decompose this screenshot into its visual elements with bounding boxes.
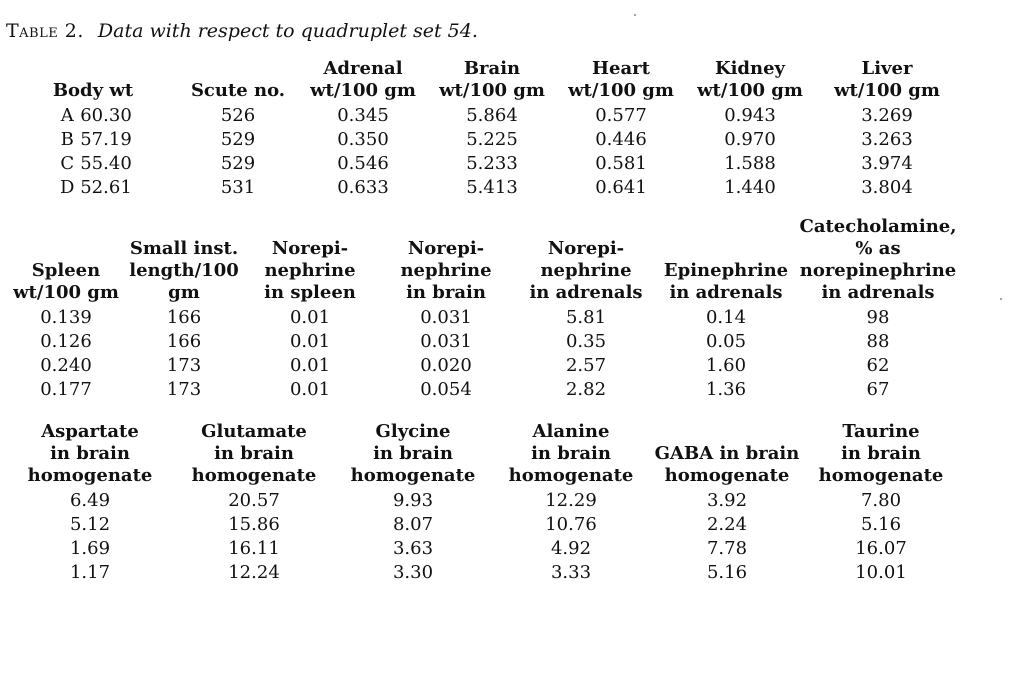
scan-speck (634, 14, 636, 16)
column-header (814, 58, 960, 104)
table-row (8, 489, 960, 513)
table-cell: 3.33 (550, 562, 592, 583)
body-weight-value: 60.30 (80, 105, 132, 126)
column-header-line: Body wt (52, 80, 134, 101)
table-cell: 62 (866, 355, 890, 376)
column-header-line: in brain (406, 282, 486, 303)
body-weight-cell (8, 176, 178, 200)
table-cell: 5.864 (466, 105, 518, 126)
table-cell: 0.35 (565, 331, 607, 352)
table-cell: 3.804 (861, 177, 913, 198)
table-cell: 1.60 (705, 355, 747, 376)
table-cell: 166 (166, 307, 202, 328)
table-cell: 0.943 (724, 105, 776, 126)
table-cell: 0.240 (40, 355, 92, 376)
column-header-line: in brain (531, 443, 611, 464)
table-cell: 0.350 (337, 129, 389, 150)
table-caption (6, 20, 478, 42)
table-cell: 0.031 (420, 331, 472, 352)
column-header (124, 216, 244, 306)
table-cell: 0.126 (40, 331, 92, 352)
animal-label: A (60, 105, 74, 126)
table-cell: 16.11 (228, 538, 280, 559)
body-weight-cell (8, 128, 178, 152)
table-cell: 3.92 (706, 490, 748, 511)
table-cell: 2.24 (706, 514, 748, 535)
column-header-line: Glycine (375, 421, 451, 442)
table-cell: 5.16 (860, 514, 902, 535)
table-cell: 1.36 (705, 379, 747, 400)
table-row (8, 152, 960, 176)
table-cell: 2.82 (565, 379, 607, 400)
column-header-line: in spleen (264, 282, 356, 303)
table-cell: 0.970 (724, 129, 776, 150)
table-cell: 173 (166, 379, 202, 400)
column-header-line: length/100 (129, 260, 239, 281)
table-cell: 5.225 (466, 129, 518, 150)
table-row (8, 104, 960, 128)
table-cell: 3.63 (392, 538, 434, 559)
column-header (336, 421, 490, 489)
column-header (8, 216, 124, 306)
table-cell: 0.01 (289, 379, 331, 400)
column-header (8, 58, 178, 104)
table-cell: 4.92 (550, 538, 592, 559)
table-row (8, 378, 960, 402)
column-header-line: Small inst. (129, 238, 239, 259)
column-header-line: in brain (373, 443, 453, 464)
column-header (244, 216, 376, 306)
column-header (652, 421, 802, 489)
column-header-line: wt/100 gm (697, 80, 803, 101)
column-header-line: Adrenal (323, 58, 403, 79)
column-header-line: Norepi- (271, 238, 349, 259)
column-header-line: Norepi- (547, 238, 625, 259)
table-cell: 98 (866, 307, 890, 328)
table-cell: 0.345 (337, 105, 389, 126)
column-header-line: in brain (50, 443, 130, 464)
column-header-line: wt/100 gm (568, 80, 674, 101)
column-header-line: homogenate (664, 465, 790, 486)
body-weight-cell (8, 104, 178, 128)
column-header-line: Catecholamine, (799, 216, 957, 237)
body-weight-cell (8, 152, 178, 176)
table-cell: 12.29 (545, 490, 597, 511)
column-header-line: nephrine (264, 260, 356, 281)
table-title: Data with respect to quadruplet set 54. (97, 20, 478, 42)
column-header-line: Brain (463, 58, 521, 79)
column-header-line: nephrine (400, 260, 492, 281)
table-cell: 20.57 (228, 490, 280, 511)
table-cell: 1.588 (724, 153, 776, 174)
table-block-amino-acids (8, 421, 960, 585)
column-header-line: Epinephrine (663, 260, 789, 281)
table-cell: 15.86 (228, 514, 280, 535)
table-cell: 0.05 (705, 331, 747, 352)
column-header (172, 421, 336, 489)
table-row (8, 128, 960, 152)
column-header-line: Liver (861, 58, 913, 79)
column-header (516, 216, 656, 306)
table-cell: 0.446 (595, 129, 647, 150)
column-header-line: in adrenals (821, 282, 935, 303)
column-header (556, 58, 686, 104)
table-cell: 0.054 (420, 379, 472, 400)
header-row (8, 58, 960, 104)
table-cell: 5.12 (69, 514, 111, 535)
table-row (8, 306, 960, 330)
table-cell: 0.641 (595, 177, 647, 198)
column-header-line: nephrine (540, 260, 632, 281)
header-row (8, 216, 960, 306)
table-cell: 173 (166, 355, 202, 376)
table-cell: 67 (866, 379, 890, 400)
column-header-line: in adrenals (529, 282, 643, 303)
column-header (490, 421, 652, 489)
body-weight-value: 52.61 (80, 177, 132, 198)
body-weight-value: 57.19 (80, 129, 132, 150)
column-header-line: wt/100 gm (310, 80, 416, 101)
table-cell: 0.581 (595, 153, 647, 174)
table-cell: 5.413 (466, 177, 518, 198)
table-cell: 0.01 (289, 355, 331, 376)
column-header (796, 216, 960, 306)
column-header-line: homogenate (27, 465, 153, 486)
table-block-organ-weights (8, 58, 960, 200)
column-header-line: % as (855, 238, 901, 259)
table-cell: 526 (220, 105, 256, 126)
column-header-line: homogenate (818, 465, 944, 486)
column-header-line: in adrenals (669, 282, 783, 303)
table-cell: 0.546 (337, 153, 389, 174)
table-cell: 0.139 (40, 307, 92, 328)
table-cell: 529 (220, 153, 256, 174)
column-header-line: wt/100 gm (834, 80, 940, 101)
table-cell: 2.57 (565, 355, 607, 376)
scan-speck (1000, 298, 1002, 300)
column-header (802, 421, 960, 489)
table-row (8, 561, 960, 585)
animal-label: C (60, 153, 75, 174)
table-cell: 0.14 (705, 307, 747, 328)
table-row (8, 330, 960, 354)
table-row (8, 513, 960, 537)
table-cell: 7.78 (706, 538, 748, 559)
table-cell: 16.07 (855, 538, 907, 559)
body-weight-value: 55.40 (80, 153, 132, 174)
animal-label: D (60, 177, 75, 198)
table-cell: 0.177 (40, 379, 92, 400)
column-header-line: Heart (592, 58, 650, 79)
table-cell: 9.93 (392, 490, 434, 511)
column-header-line: homogenate (191, 465, 317, 486)
table-cell: 7.80 (860, 490, 902, 511)
table-cell: 1.17 (69, 562, 111, 583)
table-cell: 10.76 (545, 514, 597, 535)
table-block-catecholamines (8, 216, 960, 402)
table-cell: 3.269 (861, 105, 913, 126)
column-header-line: Kidney (714, 58, 786, 79)
column-header-line: Alanine (532, 421, 610, 442)
table-cell: 166 (166, 331, 202, 352)
table-cell: 5.233 (466, 153, 518, 174)
table-cell: 0.577 (595, 105, 647, 126)
column-header-line: gm (168, 282, 200, 303)
column-header (428, 58, 556, 104)
table-cell: 12.24 (228, 562, 280, 583)
column-header-line: in brain (214, 443, 294, 464)
column-header (656, 216, 796, 306)
table-cell: 10.01 (855, 562, 907, 583)
column-header-line: Spleen (31, 260, 101, 281)
column-header-line: GABA in brain (654, 443, 800, 464)
column-header-line: Norepi- (407, 238, 485, 259)
table-cell: 5.16 (706, 562, 748, 583)
table-cell: 0.020 (420, 355, 472, 376)
column-header-line: homogenate (508, 465, 634, 486)
column-header-line: in brain (841, 443, 921, 464)
table-cell: 8.07 (392, 514, 434, 535)
column-header (8, 421, 172, 489)
table-cell: 0.01 (289, 331, 331, 352)
table-cell: 3.263 (861, 129, 913, 150)
column-header-line: Glutamate (201, 421, 307, 442)
column-header-line: Aspartate (41, 421, 139, 442)
table-cell: 3.974 (861, 153, 913, 174)
header-row (8, 421, 960, 489)
table-cell: 1.440 (724, 177, 776, 198)
table-cell: 6.49 (69, 490, 111, 511)
column-header-line: wt/100 gm (13, 282, 119, 303)
column-header-line: homogenate (350, 465, 476, 486)
animal-label: B (60, 129, 74, 150)
table-cell: 5.81 (565, 307, 607, 328)
table-cell: 531 (220, 177, 256, 198)
table-cell: 3.30 (392, 562, 434, 583)
table-cell: 0.031 (420, 307, 472, 328)
column-header (376, 216, 516, 306)
table-cell: 0.01 (289, 307, 331, 328)
table-row (8, 176, 960, 200)
table-cell: 88 (866, 331, 890, 352)
table-cell: 529 (220, 129, 256, 150)
column-header-line: wt/100 gm (439, 80, 545, 101)
column-header-line: Scute no. (190, 80, 286, 101)
column-header-line: Taurine (842, 421, 920, 442)
table-cell: 1.69 (69, 538, 111, 559)
column-header (686, 58, 814, 104)
table-label: Table 2. (6, 20, 84, 42)
table-cell: 0.633 (337, 177, 389, 198)
table-row (8, 537, 960, 561)
column-header-line: norepinephrine (799, 260, 957, 281)
column-header (298, 58, 428, 104)
table-row (8, 354, 960, 378)
column-header (178, 58, 298, 104)
